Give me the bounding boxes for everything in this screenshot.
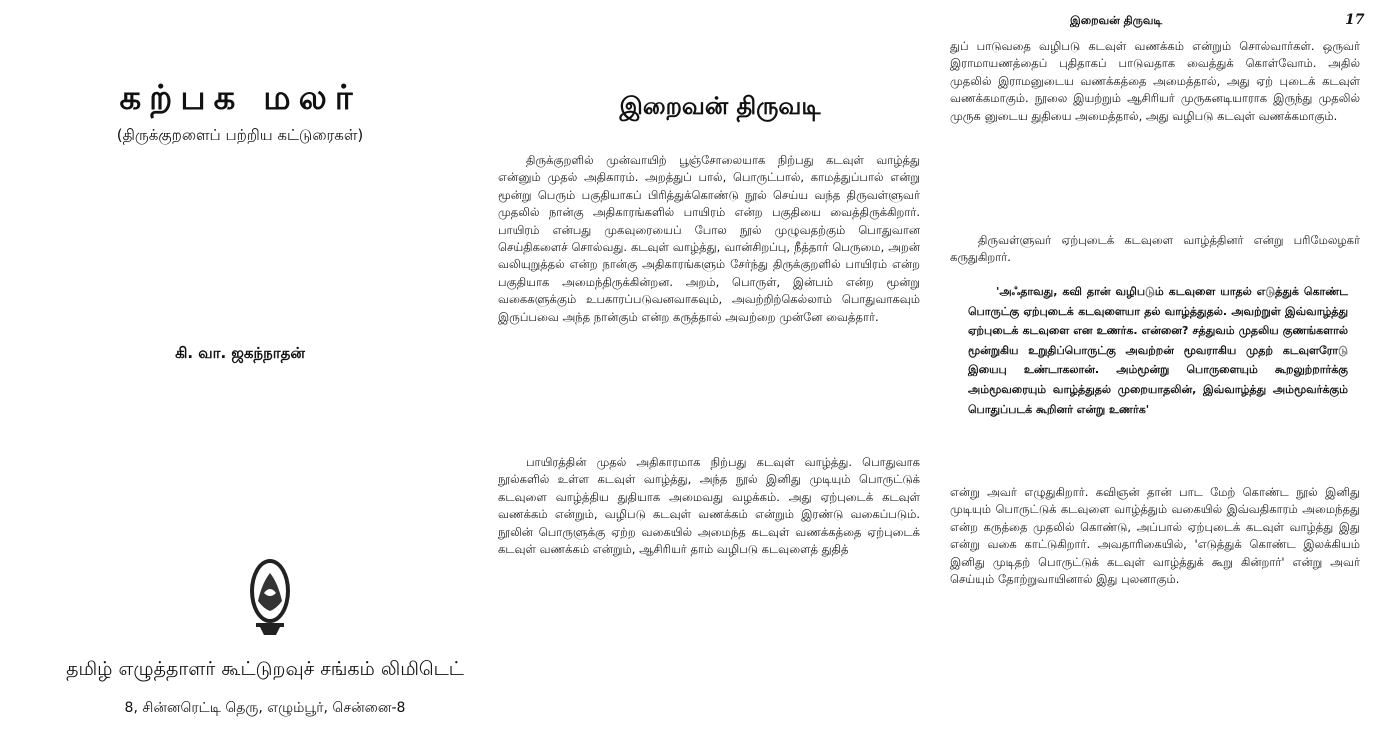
paragraph-text: பாயிரத்தின் முதல் அதிகாரமாக நிற்பது கடவுள் வாழ்த்து. பொதுவாக நூல்களில் உள்ள கடவுள் வாழ்த்து, அந்த நூல் இனிது முடியும் பொருட்டுக் கடவுளை வாழ்த்திய துதியாக அமைவது வழக்கம். அது ஏற்புடைக் கடவுள் வணக்கம் என்றும், வழிபடு கடவுள் வணக்கம் என்றும் இரண்டு வகைப்படும். நூலின் பொருளுக்கு ஏற்ற வகையில் அமைந்த கடவுள் வணக்கத்தை ஏற்புடைக் கடவுள் வணக்கம் என்றும், ஆசிரியர் தாம் வழிபடு கடவுளைத் துதித் xyxy=(498,455,920,557)
chapter-page xyxy=(490,0,940,738)
paragraph xyxy=(498,152,920,326)
chapter-title: இறைவன் திருவடி xyxy=(619,92,821,120)
paragraph xyxy=(950,232,1360,267)
publisher-address: 8, சின்னரெட்டி தெரு, எழும்பூர், சென்னை-8 xyxy=(124,700,406,716)
publisher-emblem-icon xyxy=(240,553,300,643)
quote-text: 'அஃதாவது, கவி தான் வழிபடும் கடவுளை யாதல் எடுத்துக் கொண்ட பொருட்கு ஏற்புடைக் கடவுளையா தல் வாழ்த்துதல். அவற்றுள் இவ்வாழ்த்து ஏற்புடைக் கடவுளை என உணர்க. என்னை? சத்துவம் முதலிய குணங்களால் மூன்றுகிய உறுதிப்பொருட்கு அவற்றன் மூவராகிய முதற் கடவுளரோடு இயைபு உண்டாகலான். அம்மூன்று பொருளையும் கூறலுற்றார்க்கு அம்மூவரையும் வாழ்த்துதல் முறையாதலின், இவ்வாழ்த்து அம்மூவர்க்கும் பொதுப்படக் கூறினர் என்று உணர்க' xyxy=(968,285,1348,416)
book-title: கற்பக மலர் xyxy=(119,78,361,118)
running-head: இறைவன் திருவடி xyxy=(1070,14,1163,27)
author-name: கி. வா. ஜகந்நாதன் xyxy=(175,344,305,362)
paragraph-text: என்று அவர் எழுதுகிறார். கவிஞன் தான் பாட மேற் கொண்ட நூல் இனிது முடியும் பொருட்டுக் கடவுளை வாழ்த்தும் வகையில் இவ்வதிகாரம் அமைந்தது என்ற கருத்தை முதலில் கொண்டு, அப்பால் ஏற்புடைக் கடவுள் வாழ்த்து இது என்று வகை காட்டுகிறார். அவதாரிகையில், 'எடுத்துக் கொண்ட இலக்கியம் இனிது முடிதற் பொருட்டுக் கடவுள் வாழ்த்துக் கூறு கின்றார்' என்று அவர் செய்யும் தோற்றுவாயினால் இது புலனாகும். xyxy=(950,485,1360,587)
paragraph-text: திருவள்ளுவர் ஏற்புடைக் கடவுளை வாழ்த்தினர் என்று பரிமேலழகர் கருதுகிறார். xyxy=(950,233,1360,265)
block-quote xyxy=(968,282,1348,419)
paragraph xyxy=(498,454,920,558)
paragraph xyxy=(950,38,1360,125)
paragraph xyxy=(950,484,1360,588)
paragraph-text: திருக்குறளில் முன்வாயிற் பூஞ்சோலையாக நிற்பது கடவுள் வாழ்த்து என்னும் முதல் அதிகாரம். அறத்துப் பால், பொருட்பால், காமத்துப்பால் என்று மூன்று பெரும் பகுதியாகப் பிரித்துக்கொண்டு நூல் செய்ய வந்த திருவள்ளுவர் முதலில் நான்கு அதிகாரங்களில் பாயிரம் என்ற பகுதியை வைத்திருக்கிறார். பாயிரம் என்பது முகவுரையைப் போல நூல் முழுவதற்கும் பொதுவான செய்திகளைச் சொல்வது. கடவுள் வாழ்த்து, வான்சிறப்பு, நீத்தார் பெருமை, அறன் வலியுறுத்தல் என்ற நான்கு அதிகாரங்களும் சேர்ந்து திருக்குறளில் பாயிரம் என்ற பகுதியாக அமைந்திருக்கின்றன. அறம், பொருள், இன்பம் என்ற மூன்று வகைகளுக்கும் உபகாரப்படுவனவாகவும், அவற்றிற்கெல்லாம் பொதுவாகவும் இருப்பவை அந்த நான்கும் என்ற கருத்தால் அவற்றை முன்னே வைத்தார். xyxy=(498,153,920,324)
page-17 xyxy=(940,0,1380,738)
book-subtitle: (திருக்குறளைப் பற்றிய கட்டுரைகள்) xyxy=(116,126,364,144)
title-page xyxy=(0,0,490,738)
page-number: 17 xyxy=(1345,12,1365,28)
paragraph-text: துப் பாடுவதை வழிபடு கடவுள் வணக்கம் என்றும் சொல்வார்கள். ஒருவர் இராமாயணத்தைப் புதிதாகப் பாடுவதாக வைத்துக் கொள்வோம். அதில் முதலில் இராமனுடைய வணக்கத்தை அமைத்தால், அது ஏற் புடைக் கடவுள் வணக்கமாகும். நூலை இயற்றும் ஆசிரியர் முருகனடியாராக இருந்து முதலில் முருக னுடைய துதியை அமைத்தால், அது வழிபடு கடவுள் வணக்கமாகும். xyxy=(950,39,1360,123)
publisher-name: தமிழ் எழுத்தாளர் கூட்டுறவுச் சங்கம் லிமிடெட் xyxy=(66,658,464,680)
